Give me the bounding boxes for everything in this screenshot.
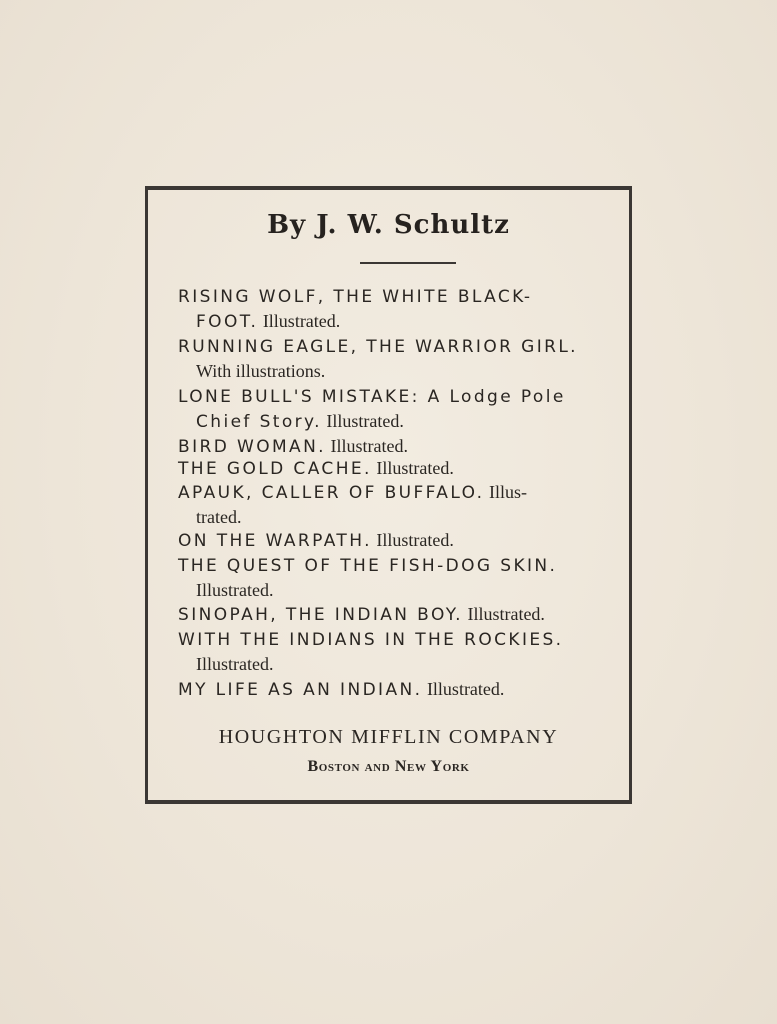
book-title-line xyxy=(178,530,454,551)
author-heading: By J. W. Schultz xyxy=(267,210,510,240)
book-note-text: Illustrated. xyxy=(371,458,454,478)
book-title-line xyxy=(178,458,454,479)
book-title-text: RUNNING EAGLE, THE WARRIOR GIRL. xyxy=(178,337,578,357)
book-title-line xyxy=(178,436,408,457)
book-title-text: Chief Story. xyxy=(196,412,322,432)
book-title-text: APAUK, CALLER OF BUFFALO. xyxy=(178,483,485,503)
book-title-line xyxy=(178,336,578,357)
book-title-text: THE QUEST OF THE FISH-DOG SKIN. xyxy=(178,556,558,576)
book-note-text: Illustrated. xyxy=(258,311,341,331)
book-title-text: THE GOLD CACHE. xyxy=(178,459,372,479)
book-note-text: Illustrated. xyxy=(196,654,274,674)
book-continuation-line xyxy=(196,580,273,601)
publisher-location: Boston and New York xyxy=(307,758,470,775)
book-title-line xyxy=(178,555,557,576)
book-note-text: Illustrated. xyxy=(326,436,408,456)
book-note-text: Illustrated. xyxy=(196,580,274,600)
book-title-line xyxy=(178,482,527,503)
book-title-text: ON THE WARPATH. xyxy=(178,531,372,551)
book-title-text: BIRD WOMAN. xyxy=(178,437,326,457)
book-title-line xyxy=(178,386,566,407)
book-note-text: Illustrated. xyxy=(321,411,404,431)
publisher-name: HOUGHTON MIFFLIN COMPANY xyxy=(218,726,559,748)
book-title-text: FOOT. xyxy=(196,312,259,332)
book-title-line xyxy=(178,629,564,650)
book-title-text: LONE BULL'S MISTAKE: xyxy=(178,387,420,407)
book-title-text: MY LIFE AS AN INDIAN. xyxy=(178,680,423,700)
book-title-text: SINOPAH, THE INDIAN BOY. xyxy=(178,605,463,625)
book-title-line xyxy=(178,604,545,625)
book-title-line xyxy=(178,679,504,700)
book-title-text: RISING WOLF, THE WHITE BLACK- xyxy=(178,287,533,307)
book-continuation-line xyxy=(196,361,325,382)
book-note-text: With illustrations. xyxy=(196,361,326,381)
book-continuation-line xyxy=(196,411,404,432)
book-note-text: Illustrated. xyxy=(371,530,454,550)
book-title-text: WITH THE INDIANS IN THE ROCKIES. xyxy=(178,630,564,650)
book-note-text: Illustrated. xyxy=(422,679,505,699)
advertisement-frame xyxy=(145,186,632,804)
book-title-line xyxy=(178,286,532,307)
book-note-text: trated. xyxy=(196,507,242,527)
heading-rule xyxy=(360,262,456,264)
book-continuation-line xyxy=(196,654,273,675)
book-note-text: Illustrated. xyxy=(462,604,545,624)
book-continuation-line xyxy=(196,507,241,528)
book-note-text: Illus- xyxy=(484,482,527,502)
book-continuation-line xyxy=(196,311,340,332)
book-title-text: A Lodge Pole xyxy=(419,387,566,407)
